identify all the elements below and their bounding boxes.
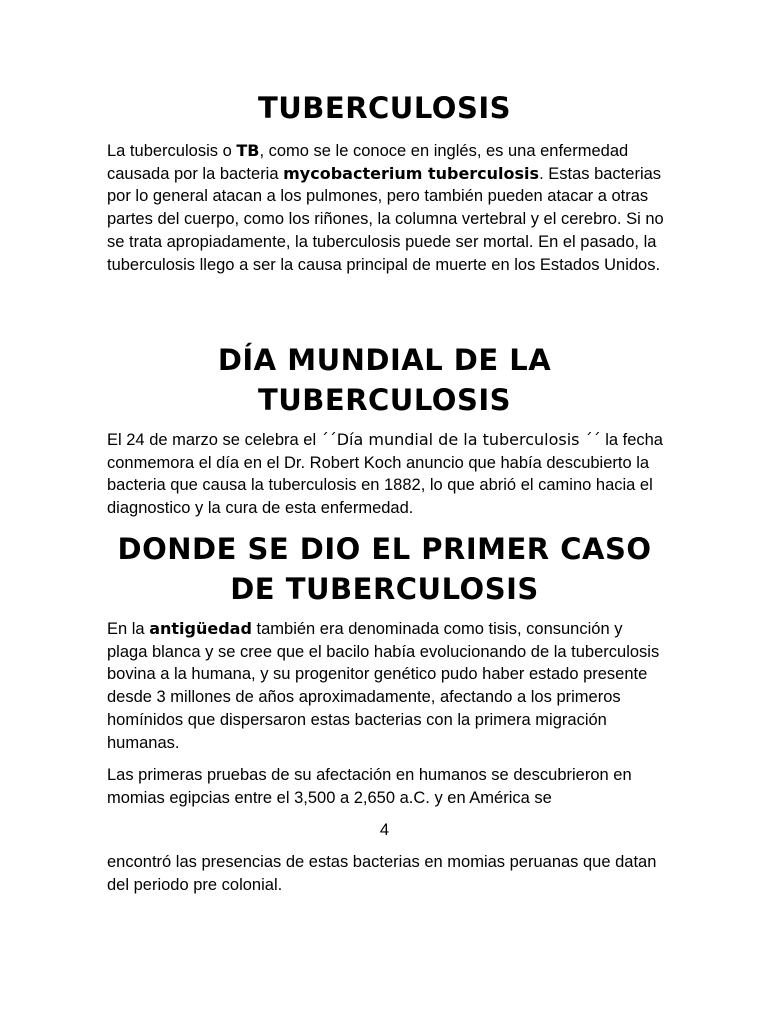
text-segment: La tuberculosis o <box>107 142 237 160</box>
bold-term-tb: TB <box>236 141 260 160</box>
paragraph-antiguedad <box>107 618 667 754</box>
text-segment: En la <box>107 620 150 638</box>
bold-term-mycobacterium: mycobacterium tuberculosis <box>283 163 540 183</box>
paragraph-dia-mundial <box>107 429 667 520</box>
heading-tuberculosis: TUBERCULOSIS <box>257 91 512 125</box>
paragraph-momias-egipcias: Las primeras pruebas de su afectación en humanos se descubrieron en momias egipcias entre el 3,500 a 2,650 a.C. y en América se <box>107 766 632 807</box>
text-segment: . Estas bacterias por lo general atacan a los pulmones, pero también pueden atacar a otras partes del cuerpo, como los riñones, la columna vertebral y el cerebro. Si no se trata apropiadamente, la tuberculosis puede ser mortal. En el pasado, la tuberculosis llego a ser la causa principal de muerte en los Estados Unidos. <box>107 164 664 274</box>
paragraph-intro <box>107 140 667 276</box>
text-segment: también era denominada como tisis, consunción y plaga blanca y se cree que el bacilo había evolucionando de la tuberculosis bovina a la humana, y su progenitor genético pudo haber estado presente desde 3 millones de años aproximadamente, afectando a los primeros homínidos que dispersaron estas bacterias con la primera migración humanas. <box>107 620 660 752</box>
heading-primer-caso: DONDE SE DIO EL PRIMER CASO DE TUBERCULOSIS <box>117 532 652 606</box>
text-segment: El 24 de marzo se celebra el <box>107 431 321 449</box>
text-segment: la fecha conmemora el día en el Dr. Robert Koch anuncio que había descubierto la bacteria que causa la tuberculosis en 1882, lo que abrió el camino hacia el diagnostico y la cura de esta enfermedad. <box>107 431 663 518</box>
heading-dia-mundial: DÍA MUNDIAL DE LA TUBERCULOSIS <box>217 343 552 417</box>
quoted-term: ´´Día mundial de la tuberculosis ´´ <box>320 430 601 449</box>
paragraph-momias-peruanas: encontró las presencias de estas bacterias en momias peruanas que datan del periodo pre colonial. <box>107 853 657 894</box>
bold-term-antiguedad: antigüedad <box>149 619 252 638</box>
page-number: 4 <box>379 821 390 839</box>
text-segment: , como se le conoce en inglés, es una enfermedad causada por la bacteria <box>107 142 629 183</box>
